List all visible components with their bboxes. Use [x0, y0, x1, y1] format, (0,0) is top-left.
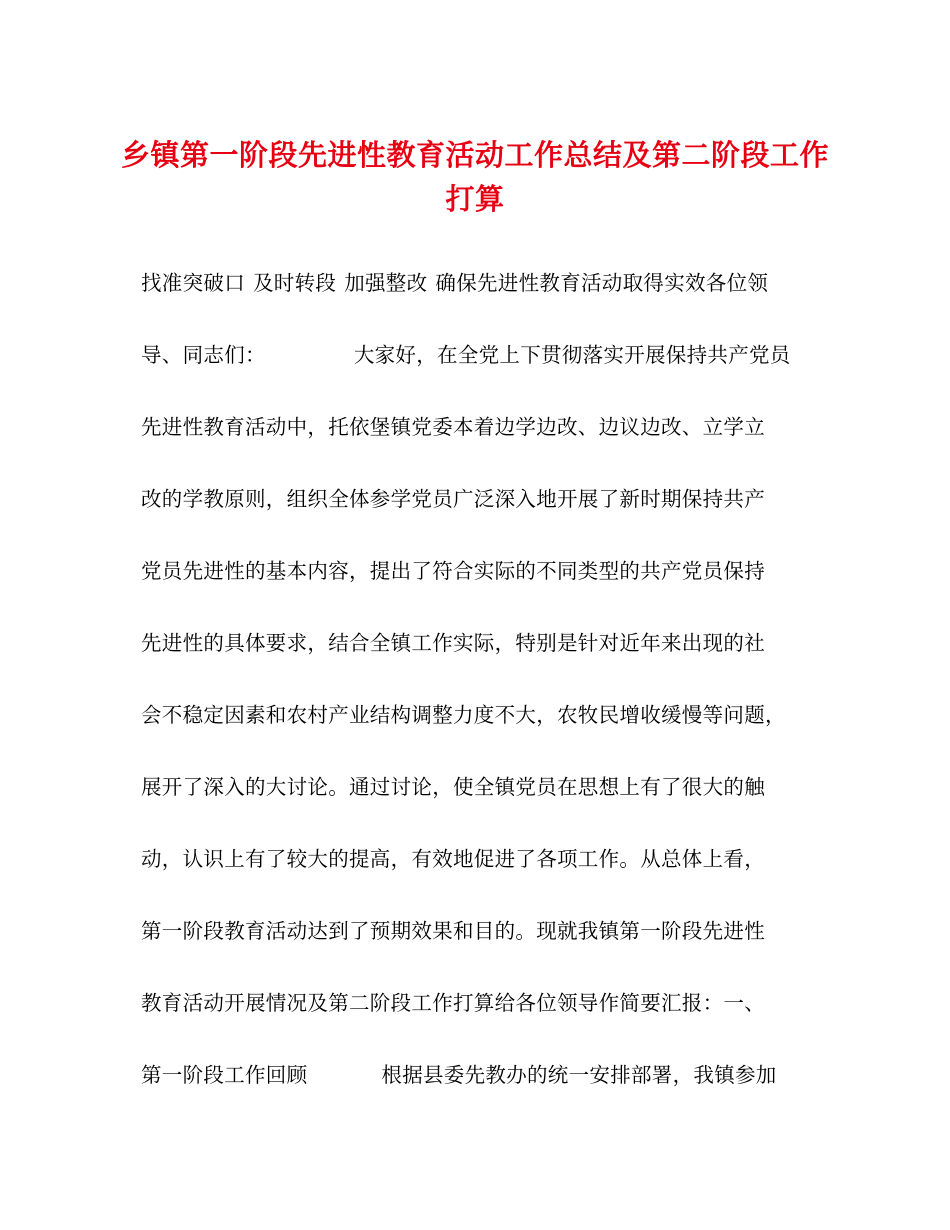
body-text: 加强整改 — [344, 271, 428, 295]
document-title-line-2: 打算 — [445, 182, 505, 216]
body-line-3: 先进性教育活动中，托依堡镇党委本着边学边改、边议边改、立学立 — [141, 415, 765, 439]
body-line-12 — [141, 1060, 821, 1090]
body-text: 确保先进性教育活动取得实效各位领 — [435, 271, 769, 295]
body-text: 第一阶段工作回顾 — [141, 1063, 308, 1087]
body-line-4: 改的学教原则，组织全体参学党员广泛深入地开展了新时期保持共产 — [141, 487, 765, 511]
body-line-5: 党员先进性的基本内容，提出了符合实际的不同类型的共产党员保持 — [141, 559, 765, 583]
body-text: 找准突破口 — [141, 271, 245, 295]
body-line-2 — [141, 340, 821, 370]
body-text: 及时转段 — [253, 271, 337, 295]
body-text: 导、同志们： — [141, 343, 266, 367]
body-line-11: 教育活动开展情况及第二阶段工作打算给各位领导作简要汇报：一、 — [141, 991, 765, 1015]
body-line-7: 会不稳定因素和农村产业结构调整力度不大，农牧民增收缓慢等问题， — [141, 703, 786, 727]
body-line-9: 动，认识上有了较大的提高，有效地促进了各项工作。从总体上看， — [141, 847, 765, 871]
body-line-1 — [141, 268, 821, 298]
body-line-10: 第一阶段教育活动达到了预期效果和目的。现就我镇第一阶段先进性 — [141, 919, 765, 943]
body-line-6: 先进性的具体要求，结合全镇工作实际，特别是针对近年来出现的社 — [141, 631, 765, 655]
body-line-8: 展开了深入的大讨论。通过讨论，使全镇党员在思想上有了很大的触 — [141, 775, 765, 799]
body-text: 根据县委先教办的统一安排部署，我镇参加 — [381, 1063, 777, 1087]
body-text: 大家好，在全党上下贯彻落实开展保持共产党员 — [353, 343, 791, 367]
document-title-line-1: 乡镇第一阶段先进性教育活动工作总结及第二阶段工作 — [120, 138, 829, 172]
